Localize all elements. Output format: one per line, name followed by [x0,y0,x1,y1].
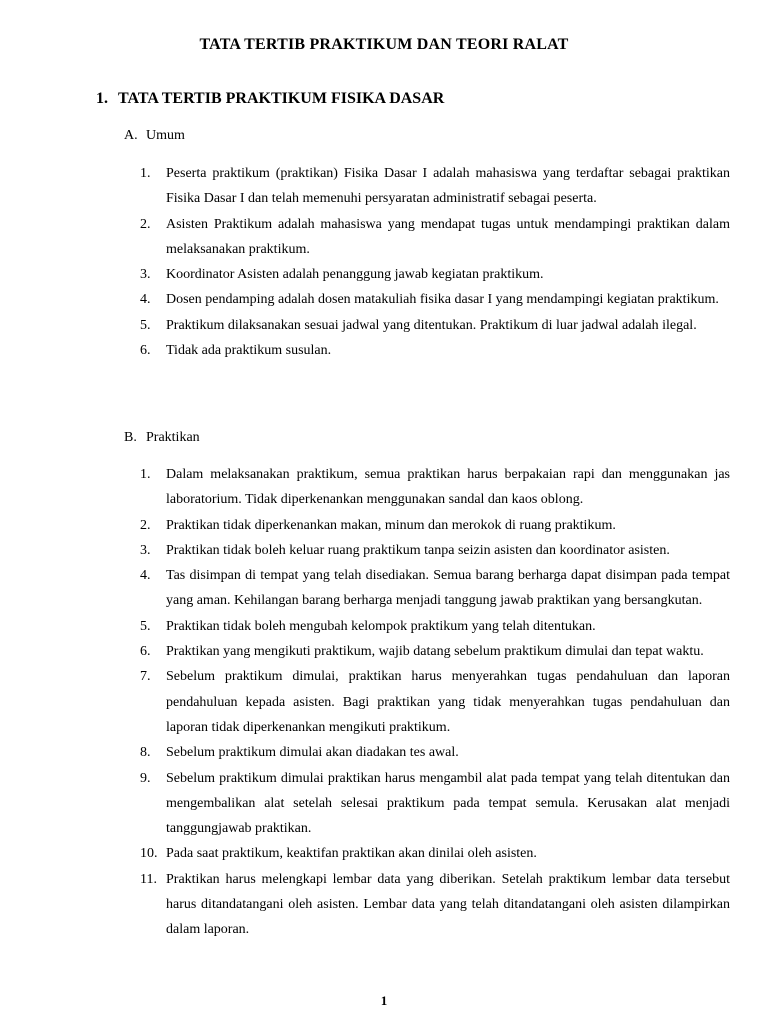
item-text: Sebelum praktikum dimulai akan diadakan tes awal. [166,745,459,761]
list-item [140,287,730,312]
document-title: TATA TERTIB PRAKTIKUM DAN TEORI RALAT [199,36,569,53]
item-number: 1. [140,166,151,181]
item-number: 11. [140,871,157,887]
item-text: Praktikan harus melengkapi lembar data yang diberikan. Setelah praktikum lembar data tersebut harus ditandatangani oleh asisten. Lembar data yang telah ditandatangani oleh asisten dilampirkan dalam laporan. [166,871,730,938]
item-number: 4. [140,568,151,584]
item-number: 8. [140,745,151,761]
list-item [140,262,730,287]
item-text: Praktikan tidak boleh keluar ruang praktikum tanpa seizin asisten dan koordinator asisten. [166,542,670,558]
item-number: 2. [140,517,151,533]
list-item [140,462,730,513]
item-number: 9. [140,770,151,786]
list-item [140,639,730,664]
list-item [140,614,730,639]
list-item [140,841,730,866]
item-text: Tidak ada praktikum susulan. [166,343,332,359]
item-number: 6. [140,343,151,359]
list-umum [140,161,730,363]
subsection-title: Praktikan [146,430,200,445]
list-item [140,212,730,263]
item-text: Praktikan tidak diperkenankan makan, minum dan merokok di ruang praktikum. [166,517,616,533]
item-number: 5. [140,317,151,333]
item-text: Pada saat praktikum, keaktifan praktikan akan dinilai oleh asisten. [166,846,537,862]
subsection-title: Umum [146,128,185,143]
item-number: 3. [140,267,151,283]
item-number: 5. [140,618,151,634]
item-text: Dosen pendamping adalah dosen matakuliah fisika dasar I yang mendampingi kegiatan praktikum. [166,292,719,308]
list-praktikan [140,462,730,943]
item-text: Koordinator Asisten adalah penanggung jawab kegiatan praktikum. [166,267,544,283]
item-text: Asisten Praktikum adalah mahasiswa yang mendapat tugas untuk mendampingi praktikan dalam melaksanakan praktikum. [166,216,730,257]
list-item [140,161,730,212]
list-item [140,740,730,765]
section-heading [96,90,444,108]
list-item [140,338,730,363]
list-item [140,538,730,563]
section-title: TATA TERTIB PRAKTIKUM FISIKA DASAR [118,90,445,107]
item-number: 3. [140,542,151,558]
item-number: 2. [140,216,151,232]
item-text: Peserta praktikum (praktikan) Fisika Dasar I adalah mahasiswa yang terdaftar sebagai praktikan Fisika Dasar I dan telah memenuhi persyaratan administratif sebagai peserta. [166,166,730,207]
item-number: 1. [140,467,151,482]
subsection-heading-umum [124,128,185,144]
list-item [140,313,730,338]
list-item [140,867,730,943]
item-number: 4. [140,292,151,308]
subsection-heading-praktikan [124,430,200,446]
list-item [140,513,730,538]
item-text: Dalam melaksanakan praktikum, semua praktikan harus berpakaian rapi dan menggunakan jas laboratorium. Tidak diperkenankan menggunakan sandal dan kaos oblong. [166,467,730,508]
item-text: Praktikan tidak boleh mengubah kelompok praktikum yang telah ditentukan. [166,618,596,634]
item-text: Praktikan yang mengikuti praktikum, wajib datang sebelum praktikum dimulai dan tepat waktu. [166,644,704,660]
list-item [140,766,730,842]
item-text: Tas disimpan di tempat yang telah disediakan. Semua barang berharga dapat disimpan pada tempat yang aman. Kehilangan barang berharga menjadi tanggung jawab praktikan yang bersangkutan. [166,568,730,609]
page-number: 1 [380,993,388,1008]
subsection-letter: A. [124,128,138,143]
item-number: 7. [140,669,151,685]
item-number: 6. [140,644,151,660]
item-text: Sebelum praktikum dimulai praktikan harus mengambil alat pada tempat yang telah ditentukan dan mengembalikan alat setelah selesai praktikum pada tempat semula. Kerusakan alat menjadi tanggungjawab praktikan. [166,770,730,837]
item-text: Praktikum dilaksanakan sesuai jadwal yang ditentukan. Praktikum di luar jadwal adalah ilegal. [166,317,697,333]
list-item [140,664,730,740]
item-text: Sebelum praktikum dimulai, praktikan harus menyerahkan tugas pendahuluan dan laporan pendahuluan kepada asisten. Bagi praktikan yang tidak menyerahkan tugas pendahuluan dan laporan tidak diperkenankan mengikuti praktikum. [166,669,730,735]
list-item [140,563,730,614]
subsection-letter: B. [124,430,137,445]
section-number: 1. [96,90,108,107]
item-number: 10. [140,846,158,862]
